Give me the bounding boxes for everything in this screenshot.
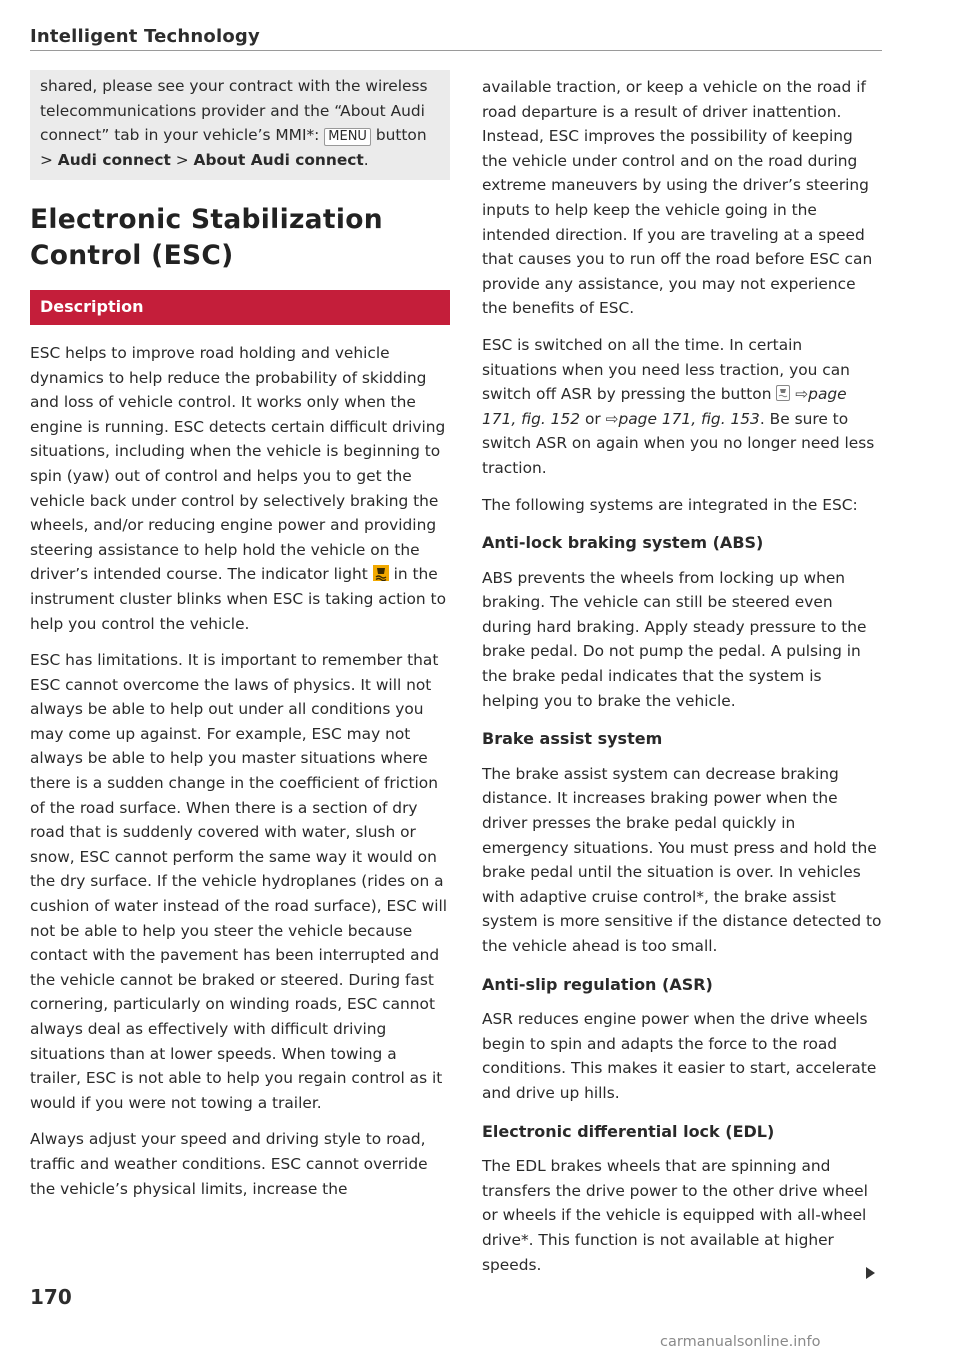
watermark: carmanualsonline.info	[660, 1334, 821, 1350]
asr-heading: Anti-slip regulation (ASR)	[482, 974, 713, 994]
edl-heading: Electronic differential lock (EDL)	[482, 1121, 775, 1141]
right-column	[482, 75, 882, 1289]
integrated-systems-paragraph: The following systems are integrated in the ESC:	[482, 495, 858, 514]
page-reference-link[interactable]: page 171, fig. 152	[482, 385, 847, 428]
menu-key: MENU	[324, 128, 371, 146]
continue-arrow-icon	[866, 1267, 875, 1279]
asr-button-icon	[776, 385, 790, 401]
audi-connect-label: Audi connect	[57, 150, 171, 169]
abs-heading: Anti-lock braking system (ABS)	[482, 533, 764, 553]
connect-note	[30, 70, 450, 180]
about-audi-connect-label: About Audi connect	[193, 150, 364, 169]
abs-paragraph: ABS prevents the wheels from locking up when braking. The vehicle can still be steered even during hard braking. Apply steady pressure to the brake pedal. Do not pump the pedal. A pulsing in the brake pedal indicates that the system is helping you to brake the vehicle.	[482, 568, 867, 710]
description-banner: Description	[30, 290, 450, 325]
edl-paragraph: The EDL brakes wheels that are spinning and transfers the drive power to the other drive wheel or wheels if the vehicle is equipped with all-wheel drive*. This function is not available at higher speeds.	[482, 1157, 868, 1274]
connect-note-text: shared, please see your contract with the wireless telecommunications provider and the “About Audi connect” tab in your vehicle’s MMI*: MENU button > Audi connect > About Audi connect.	[40, 77, 428, 169]
asr-switch-paragraph: ESC is switched on all the time. In certain situations when you need less traction, you can switch off ASR by pressing the button ⇨page 171, fig. 152 or ⇨page 171, fig. 153. Be sure to switch ASR on again when you no longer need less traction.	[482, 335, 875, 477]
brake-assist-paragraph: The brake assist system can decrease braking distance. It increases braking power when the driver presses the brake pedal quickly in emergency situations. You must press and hold the brake pedal until the situation is over. In vehicles with adaptive cruise control*, the brake assist system is more sensitive if the distance detected to the vehicle ahead is too small.	[482, 764, 882, 955]
page-number: 170	[30, 1285, 72, 1309]
header-rule	[30, 50, 882, 51]
page-reference-link[interactable]: page 171, fig. 153	[618, 409, 760, 428]
brake-assist-heading: Brake assist system	[482, 729, 663, 749]
reference-arrow-icon: ⇨	[605, 409, 619, 428]
esc-warning-light-icon	[373, 565, 389, 581]
adjust-speed-paragraph: Always adjust your speed and driving style to road, traffic and weather conditions. ESC cannot override the vehicle’s physical limits, increase the	[30, 1130, 428, 1198]
esc-intro-paragraph: ESC helps to improve road holding and vehicle dynamics to help reduce the probability of skidding and loss of vehicle control. It works only when the engine is running. ESC detects certain difficult driving situations, including when the vehicle is beginning to spin (yaw) out of control and helps you to get the vehicle back under control by selectively braking the wheels, and/or reducing engine power and providing steering assistance to help hold the vehicle on the driver’s intended course. The indicator light in the instrument cluster blinks when ESC is taking action to help you control the vehicle.	[30, 343, 447, 633]
reference-arrow-icon: ⇨	[795, 385, 809, 404]
traction-paragraph: available traction, or keep a vehicle on the road if road departure is a result of driver inattention. Instead, ESC improves the possibility of keeping the vehicle under control and on the road during extreme maneuvers by using the driver’s steering inputs to help keep the vehicle going in the intended direction. If you are traveling at a speed that causes you to run off the road before ESC can provide any assistance, you may not experience the benefits of ESC.	[482, 78, 873, 318]
asr-paragraph: ASR reduces engine power when the drive wheels begin to spin and adapts the force to the road conditions. This makes it easier to start, accelerate and drive up hills.	[482, 1010, 877, 1102]
esc-limitations-paragraph: ESC has limitations. It is important to remember that ESC cannot overcome the laws of physics. It will not always be able to help out under all conditions you may come up against. For example, ESC may not always be able to help you master situations where there is a sudden change in the coefficient of friction of the road surface. When there is a section of dry road that is suddenly covered with water, slush or snow, ESC cannot perform the same way it would on the dry surface. If the vehicle hydroplanes (rides on a cushion of water instead of the road surface), ESC will not be able to help you steer the vehicle because contact with the pavement has been interrupted and the vehicle cannot be braked or steered. During fast cornering, particularly on winding roads, ESC cannot always deal as effectively with difficult driving situations than at lower speeds. When towing a trailer, ESC is not able to help you regain control as it would if you were not towing a trailer.	[30, 651, 448, 1112]
running-header: Intelligent Technology	[30, 26, 260, 47]
section-title: Electronic Stabilization Control (ESC)	[30, 204, 383, 272]
left-column	[30, 72, 450, 1213]
